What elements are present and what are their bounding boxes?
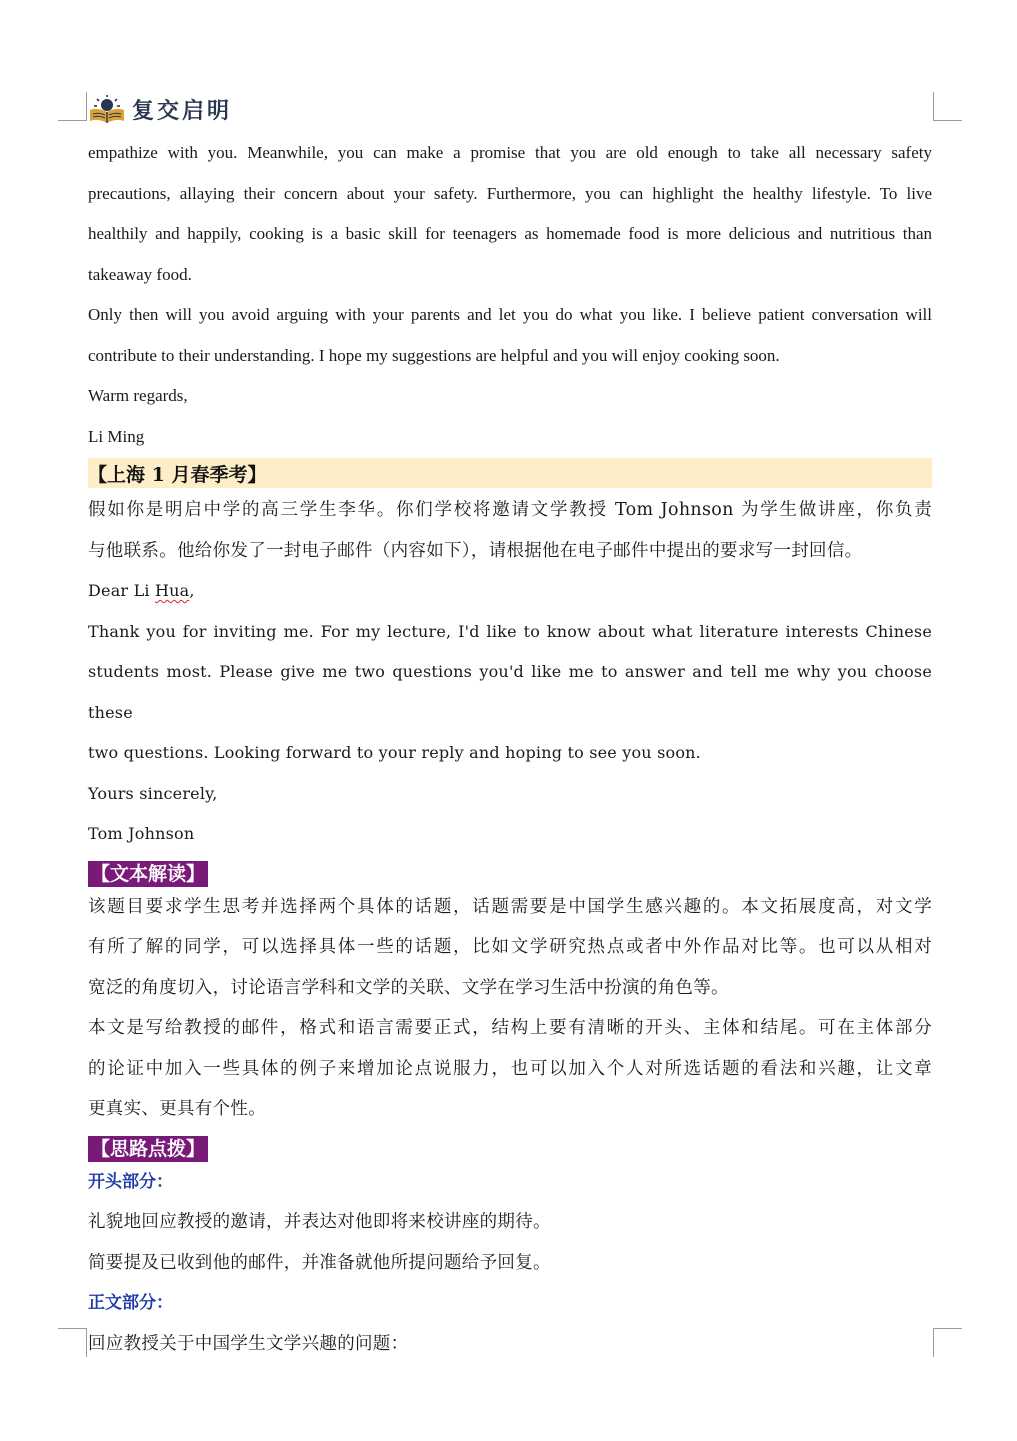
- opening-line: 简要提及已收到他的邮件，并准备就他所提问题给予回复。: [88, 1252, 551, 1273]
- analysis-line: 本文是写给教授的邮件，格式和语言需要正式，结构上要有清晰的开头、主体和结尾。可在主体部分: [88, 1018, 932, 1038]
- email-closing: Yours sincerely,: [88, 783, 218, 803]
- body-line: 回应教授关于中国学生文学兴趣的问题：: [88, 1333, 409, 1354]
- analysis-line: 的论证中加入一些具体的例子来增加论点说服力，也可以加入个人对所选话题的看法和兴趣，让文章: [88, 1058, 932, 1079]
- email-body-line: students most. Please give me two questions you'd like me to answer and tell me why you choose these: [88, 662, 932, 722]
- email-greeting: Dear Li Hua,: [88, 581, 195, 600]
- book-sun-icon: [88, 94, 126, 124]
- exam-banner: 【上海 1 月春季考】: [88, 458, 932, 488]
- letter-para-line: Only then will you avoid arguing with your parents and let you do what you like. I believe patient conversation will: [88, 305, 932, 324]
- crop-mark-top-left: [58, 92, 87, 121]
- analysis-line: 有所了解的同学，可以选择具体一些的话题，比如文学研究热点或者中外作品对比等。也可以从相对: [88, 937, 932, 957]
- letter-closing: Warm regards,: [88, 386, 188, 405]
- crop-mark-bottom-right: [933, 1328, 962, 1357]
- letter-para-line: precautions, allaying their concern about your safety. Furthermore, you can highlight the healthy lifestyle. To live: [88, 183, 932, 203]
- spellcheck-underlined-word: Hua: [155, 581, 190, 600]
- header-logo: [88, 92, 232, 126]
- body-section-title: 正文部分：: [88, 1293, 173, 1313]
- crop-mark-bottom-left: [58, 1328, 87, 1357]
- email-signature: Tom Johnson: [88, 824, 195, 843]
- tips-banner: 【思路点拨】: [88, 1136, 208, 1162]
- logo-text: 复交启明: [132, 97, 233, 124]
- letter-para-line: empathize with you. Meanwhile, you can make a promise that you are old enough to take all necessary safety: [88, 143, 932, 162]
- letter-para-line: takeaway food.: [88, 264, 192, 284]
- email-body-line: two questions. Looking forward to your reply and hoping to see you soon.: [88, 743, 701, 762]
- opening-line: 礼貌地回应教授的邀请，并表达对他即将来校讲座的期待。: [88, 1212, 551, 1232]
- exam-prompt-line: 假如你是明启中学的高三学生李华。你们学校将邀请文学教授 Tom Johnson 为学生做讲座，你负责: [88, 500, 932, 520]
- letter-para-line: contribute to their understanding. I hope my suggestions are helpful and you will enjoy cooking soon.: [88, 345, 780, 365]
- analysis-line: 宽泛的角度切入，讨论语言学科和文学的关联、文学在学习生活中扮演的角色等。: [88, 977, 729, 998]
- analysis-line: 更真实、更具有个性。: [88, 1099, 266, 1119]
- email-body-line: Thank you for inviting me. For my lecture, I'd like to know about what literature interests Chinese: [88, 621, 932, 641]
- crop-mark-top-right: [933, 92, 962, 121]
- document-body: [88, 133, 932, 1364]
- letter-signature: Li Ming: [88, 426, 145, 446]
- letter-para-line: healthily and happily, cooking is a basic skill for teenagers as homemade food is more delicious and nutritious than: [88, 224, 932, 243]
- analysis-line: 该题目要求学生思考并选择两个具体的话题，话题需要是中国学生感兴趣的。本文拓展度高，对文学: [88, 896, 932, 917]
- opening-section-title: 开头部分：: [88, 1171, 173, 1192]
- exam-prompt-line: 与他联系。他给你发了一封电子邮件（内容如下），请根据他在电子邮件中提出的要求写一封回信。: [88, 540, 863, 561]
- analysis-banner: 【文本解读】: [88, 861, 208, 887]
